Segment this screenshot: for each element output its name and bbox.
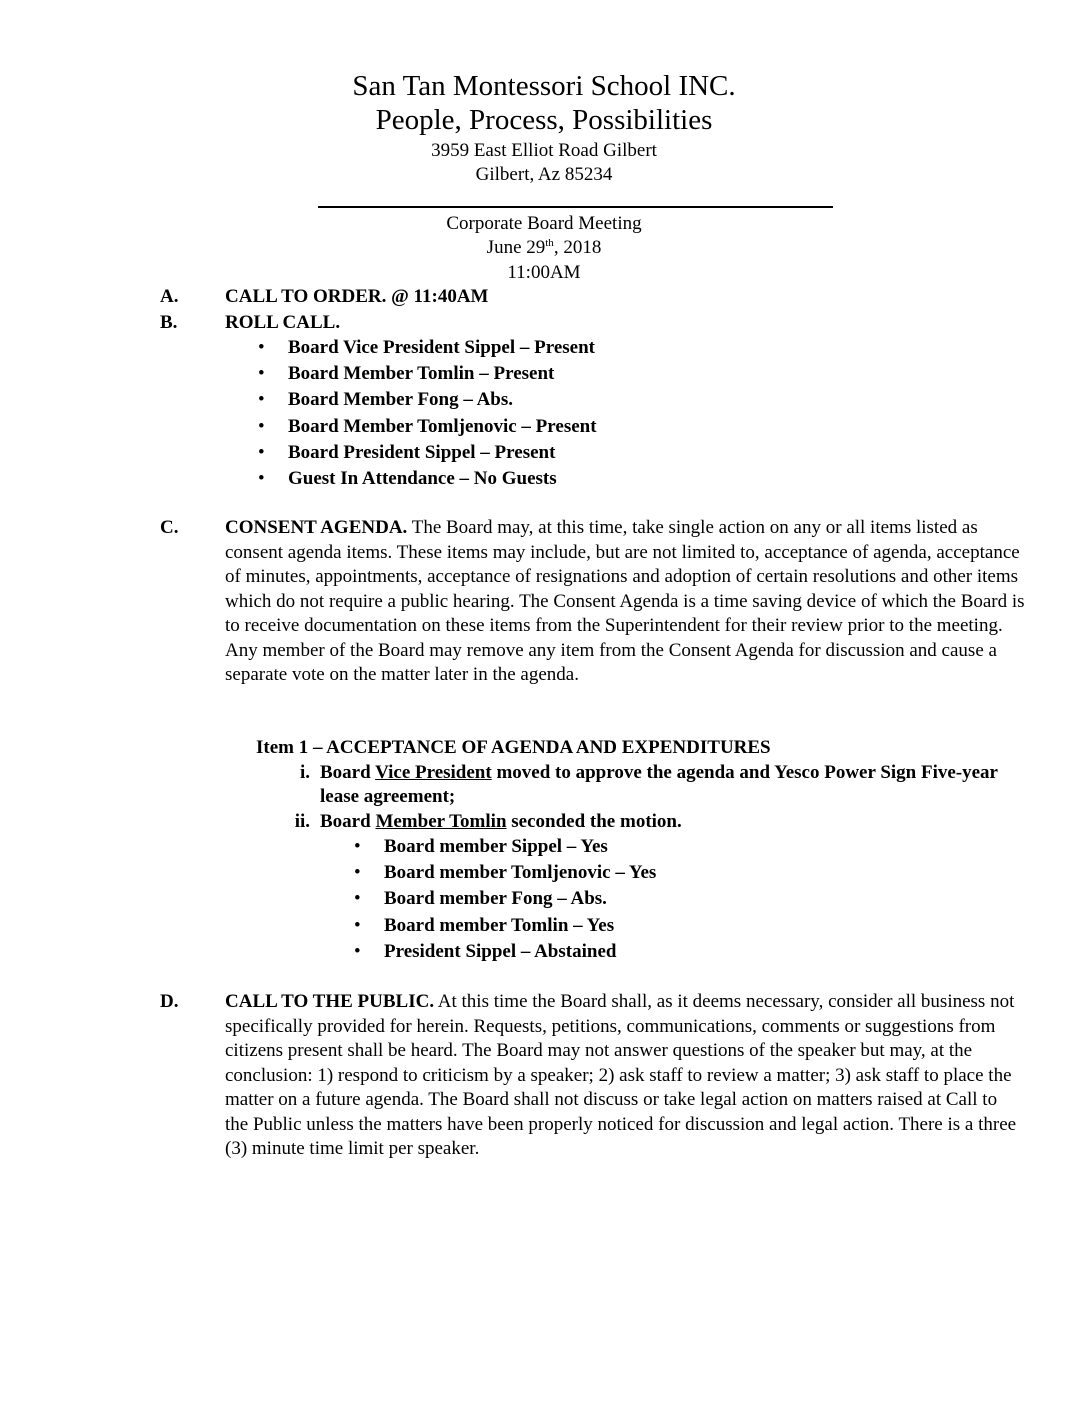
meeting-date	[0, 237, 1088, 259]
section-c-letter: C.	[160, 517, 179, 538]
meeting-type: Corporate Board Meeting	[446, 213, 642, 234]
list-item: • Board member Tomlin – Yes	[384, 914, 656, 940]
list-item: • Board member Sippel – Yes	[384, 835, 656, 861]
section-b-roll-call: ROLL CALL.	[225, 312, 341, 333]
motion-ii-underlined: Member Tomlin	[375, 811, 507, 832]
roll-call-list	[288, 336, 597, 493]
section-b-letter: B.	[160, 312, 178, 333]
motion-i	[299, 761, 1020, 809]
list-item: • Guest In Attendance – No Guests	[288, 467, 597, 493]
section-c-body: The Board may, at this time, take single action on any or all items listed as consent agenda items. These items may include, but are not limited to, acceptance of agenda, acceptance of minutes, appointments, acceptance of resignations and adoption of certain resolutions and other items which do not require a public hearing. The Consent Agenda is a time saving device of which the Board is to receive documentation on these items from the Superintendent for their review prior to the meeting. Any member of the Board may remove any item from the Consent Agenda for discussion and cause a separate vote on the matter later in the agenda.	[225, 517, 1025, 685]
motion-ii-number: ii.	[294, 811, 310, 832]
list-item: • Board member Fong – Abs.	[384, 887, 656, 913]
list-item: • Board Member Fong – Abs.	[288, 388, 597, 414]
list-item: • President Sippel – Abstained	[384, 940, 656, 966]
motion-i-pre: Board	[320, 762, 376, 783]
meeting-date-suffix: th	[545, 237, 554, 249]
section-d-letter: D.	[160, 991, 179, 1012]
motion-ii-pre: Board	[320, 811, 376, 832]
motion-ii-post: seconded the motion.	[506, 811, 682, 832]
section-a-letter: A.	[160, 286, 179, 307]
tagline: People, Process, Possibilities	[375, 104, 713, 136]
header-divider	[318, 206, 833, 208]
list-item: • Board President Sippel – Present	[288, 441, 597, 467]
list-item: • Board Member Tomlin – Present	[288, 362, 597, 388]
motion-ii	[294, 810, 1020, 834]
list-item: • Board Member Tomljenovic – Present	[288, 415, 597, 441]
section-a-call-to-order: CALL TO ORDER. @ 11:40AM	[225, 286, 489, 307]
section-d-call-to-public	[225, 990, 1025, 1162]
motion-i-number: i.	[299, 762, 310, 783]
address-line-1: 3959 East Elliot Road Gilbert	[431, 140, 657, 161]
list-item: • Board member Tomljenovic – Yes	[384, 861, 656, 887]
vote-list	[384, 835, 656, 966]
section-d-body: At this time the Board shall, as it deems necessary, consider all business not specifically provided for herein. Requests, petitions, communications, comments or suggestions from citizens present shall be heard. The Board may not answer questions of the speaker but may, at the conclusion: 1) respond to criticism by a speaker; 2) ask staff to review a matter; 3) ask staff to place the matter on a future agenda. The Board shall not discuss or take legal action on matters raised at Call to the Public unless the matters have been properly noticed for discussion and legal action. There is a three (3) minute time limit per speaker.	[225, 991, 1017, 1159]
item-1-title: Item 1 – ACCEPTANCE OF AGENDA AND EXPENDITURES	[256, 737, 771, 758]
meeting-date-day: June 29	[486, 237, 546, 258]
motion-i-post: moved to approve the agenda and Yesco Power Sign Five-year lease agreement;	[320, 762, 998, 807]
meeting-time: 11:00AM	[507, 262, 581, 283]
section-c-heading: CONSENT AGENDA.	[225, 517, 408, 538]
address-line-2: Gilbert, Az 85234	[475, 164, 613, 185]
list-item: • Board Vice President Sippel – Present	[288, 336, 597, 362]
motion-i-underlined: Vice President	[375, 762, 492, 783]
section-d-heading: CALL TO THE PUBLIC.	[225, 991, 435, 1012]
section-c-consent-agenda	[225, 516, 1025, 688]
org-name: San Tan Montessori School INC.	[352, 70, 736, 102]
meeting-date-year: , 2018	[553, 237, 602, 258]
